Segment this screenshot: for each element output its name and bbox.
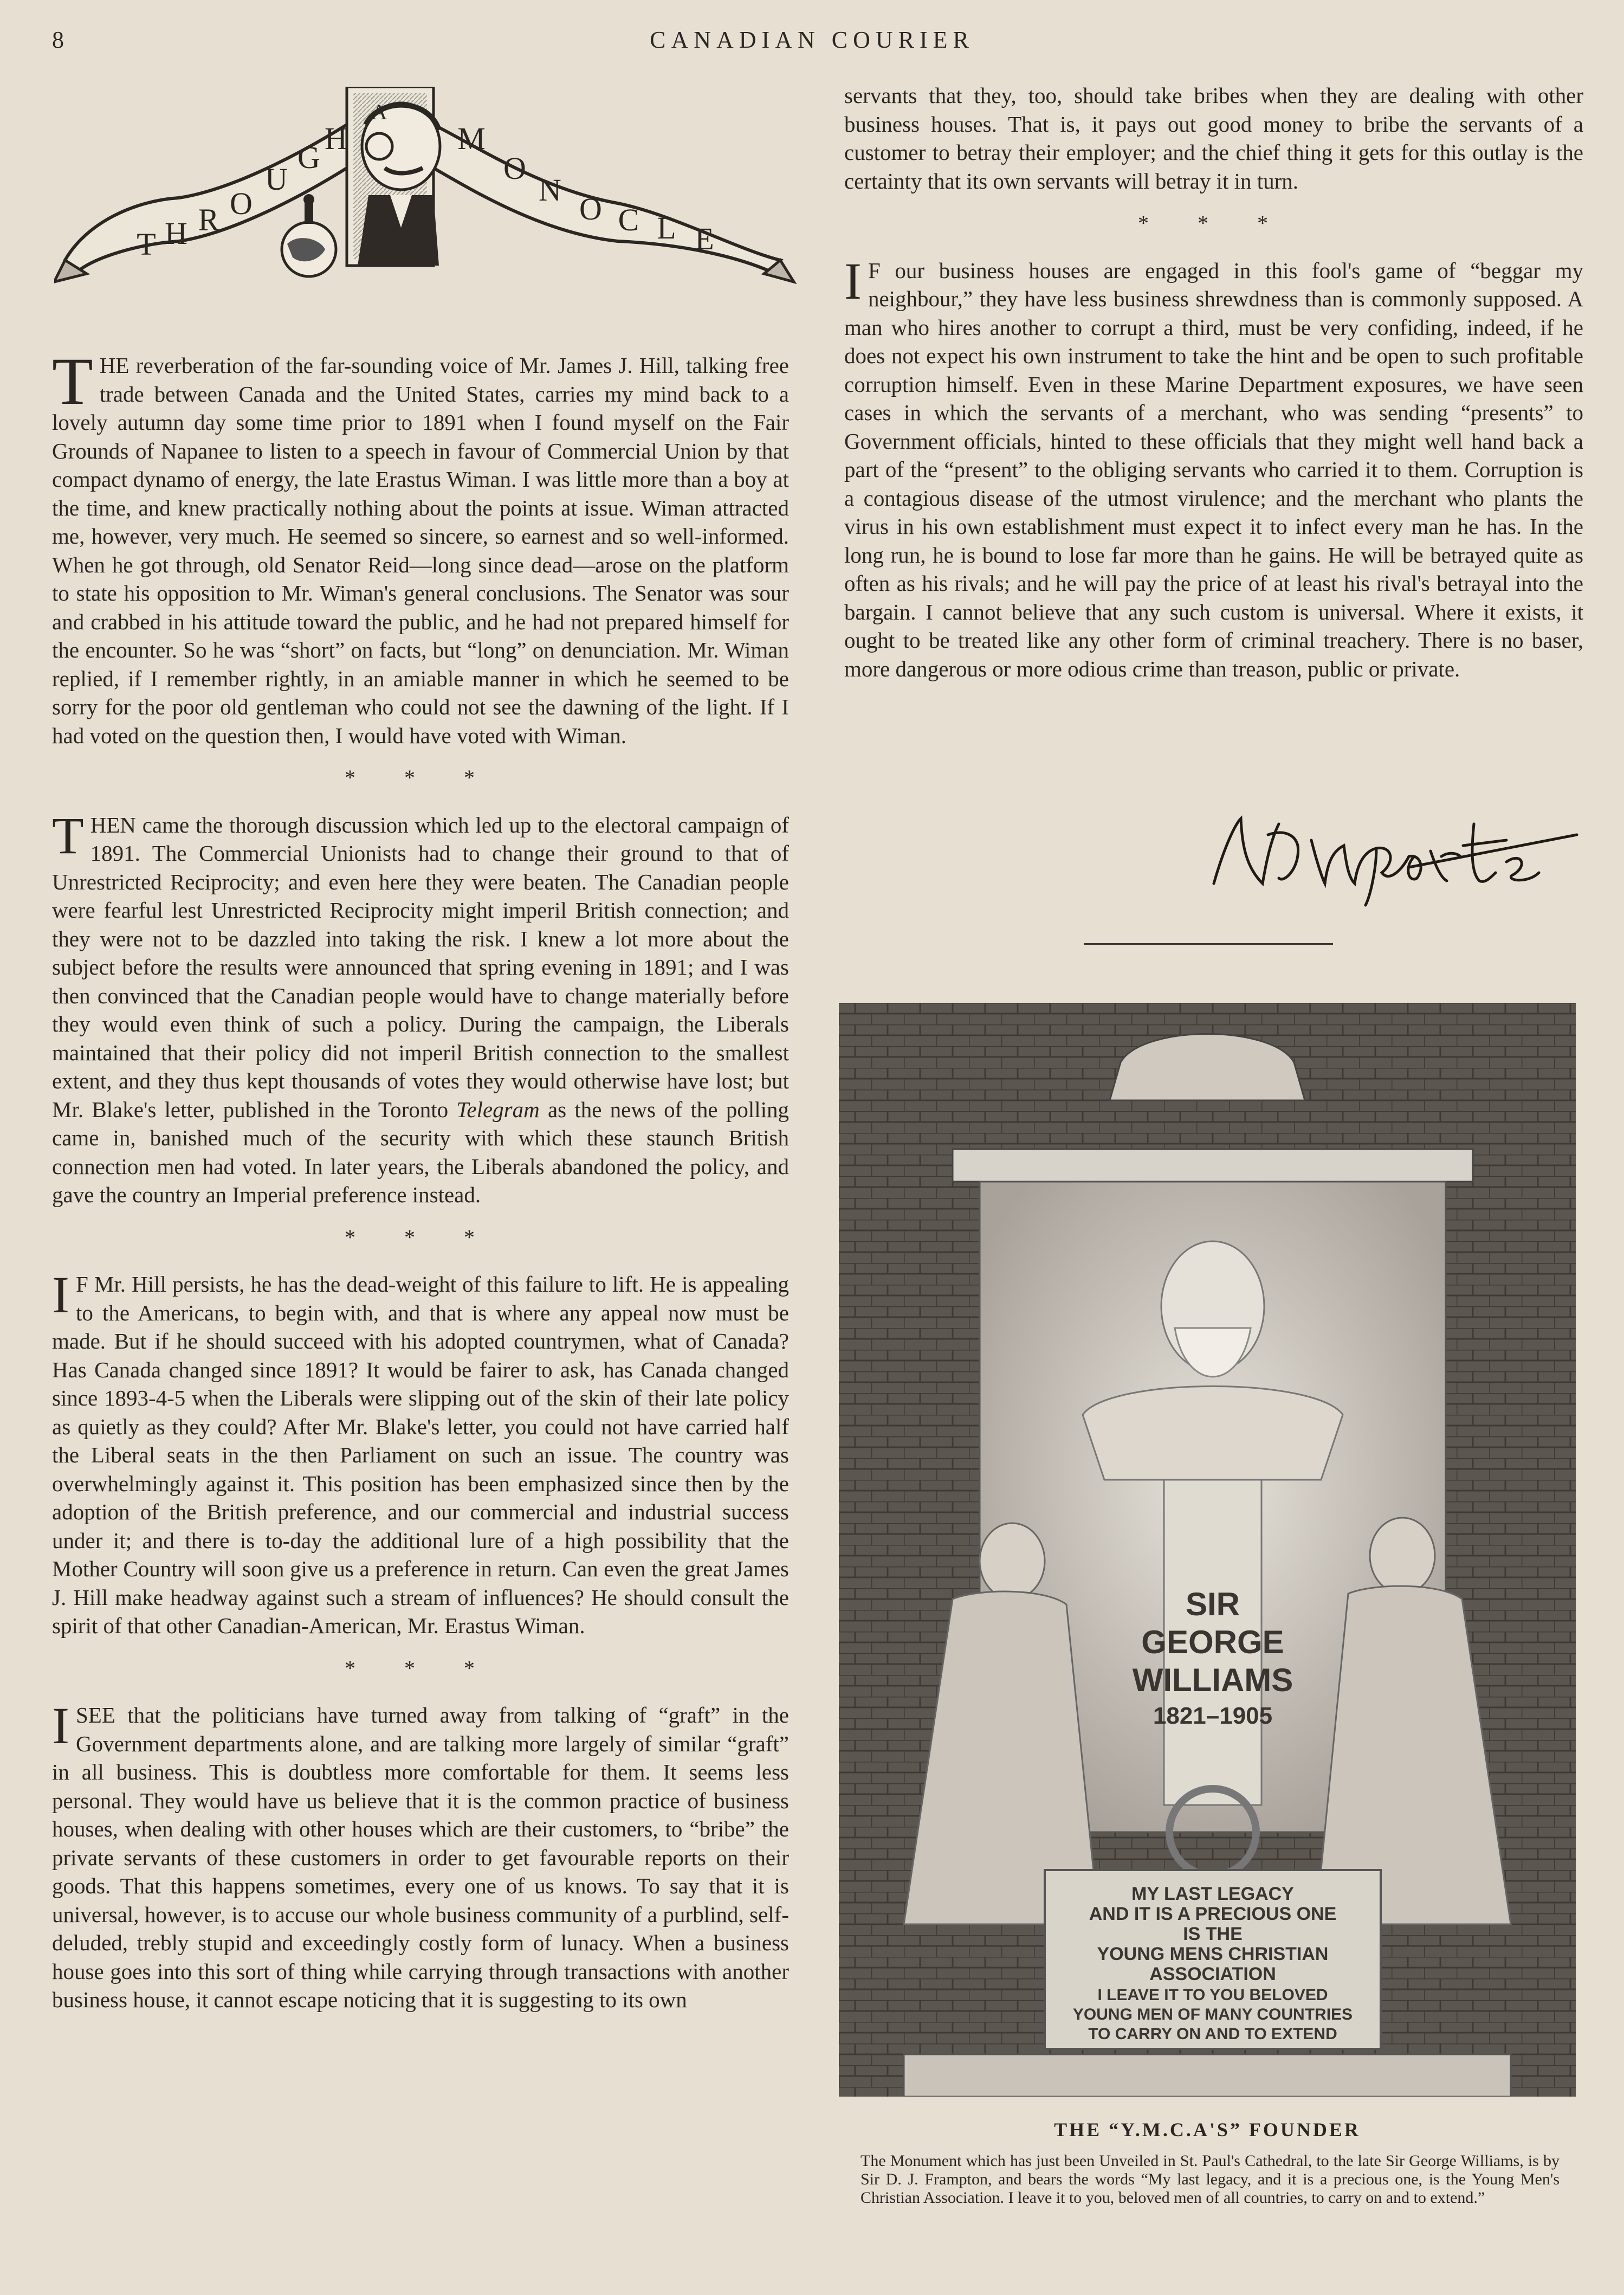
banner-letter: C [618,202,639,237]
inscription-text: YOUNG MENS CHRISTIAN [1097,1944,1329,1964]
inscription-text: ASSOCIATION [1149,1964,1276,1984]
inscription-text: GEORGE [1141,1624,1284,1660]
paragraph-text: as the news of the polling came in, banished much of the security with which these staunch British connection men had voted. In later years, the Liberals abandoned the policy, and gave the country an Imperial preference instead. [52,1097,789,1207]
banner-letter: U [265,162,288,197]
inscription-text: MY LAST LEGACY [1131,1884,1294,1904]
photo-caption-title: THE “Y.M.C.A'S” FOUNDER [1054,2119,1361,2141]
banner-letter: N [539,172,561,208]
paragraph-text: HE reverberation of the far-sounding voice of Mr. James J. Hill, talking free trade between Canada and the United States, carries my mind back to a lovely autumn day some time prior to 1891 when I found myself on the Fair Grounds of Napanee to listen to a speech in favour of Commercial Union by that compact dynamo of energy, the late Erastus Wiman. I was little more than a boy at the time, and knew practically nothing about the points at issue. Wiman attracted me, however, very much. He seemed so sincere, so earnest and so well-informed. When he got through, old Senator Reid—long since dead—arose on the platform to state his opposition to Mr. Wiman's general conclusions. The Senator was sour and crabbed in his attitude toward the public, and he had not prepared himself for the encounter. So he was “short” on facts, but “long” on denunciation. Mr. Wiman replied, if I remember rightly, in an amiable manner in which he seemed to be sorry for the poor old gentleman who could not see the dawning of the light. If I had voted on the question then, I would have voted with Wiman. [52,353,789,748]
right-column [844,81,1583,683]
banner-letter: R [198,202,219,237]
paragraph-text: SEE that the politicians have turned away from talking of “graft” in the Government departments alone, and are talking more largely of similar “graft” in all business. This is doubtless more comfortable for them. It seems less personal. They would have us believe that it is the common practice of business houses, when dealing with other houses which are their customers, to “bribe” the private servants of these customers in order to get favourable reports on their goods. That this happens sometimes, every one of us knows. To say that it is universal, however, is to accuse our whole business community of a purblind, self-deluded, trebly stupid and exceedingly costly form of lunacy. When a business house goes into this sort of thing while carrying through transactions with another business house, it cannot escape noticing that it is suggesting to its own [52,1703,789,2012]
drop-cap: T [52,344,93,418]
drop-cap: T [52,806,84,865]
drop-cap: I [844,252,862,310]
banner-letter: H [165,216,187,251]
paragraph-text: F Mr. Hill persists, he has the dead-weight of this failure to lift. He is appealing to the Americans, to begin with, and that is where any appeal now must be made. But if he should succeed with his adopted countrymen, what of Canada? Has Canada changed since 1891? It would be fairer to ask, has Canada changed since 1893-4-5 when the Liberals were slipping out of the skin of their late policy as quietly as they could? After Mr. Blake's letter, you could not have carried half the Liberal seats in the then Parliament on such an issue. The country was overwhelmingly against it. This position has been emphasized since then by the adoption of the British preference, and our commercial and industrial success under it; and there is to-day the additional lure of a high possibility that the Mother Country will soon give us a preference in return. Can even the great James J. Hill make headway against such a stream of influences? He should consult the spirit of that other Canadian-American, Mr. Erastus Wiman. [52,1272,789,1638]
section-separator: * * * [345,1655,496,1680]
signature-rule [1084,943,1333,945]
banner-letter: L [657,210,676,246]
drop-cap: I [52,1266,69,1324]
section-separator: * * * [345,765,496,790]
paragraph-graft [52,1697,789,2014]
banner-letter: G [297,140,320,175]
inscription-text: SIR [1185,1586,1240,1622]
left-figure [980,1523,1045,1599]
page-number: 8 [52,27,64,53]
inscription-text: IS THE [1183,1924,1243,1944]
banner-letter: T [137,227,156,262]
signature [1203,802,1582,911]
drop-cap: I [52,1697,69,1755]
banner-letter: O [579,191,602,227]
inscription-text: AND IT IS A PRECIOUS ONE [1089,1904,1337,1924]
paragraph-continuation: servants that they, too, should take bribes when they are dealing with other business houses. That is, it pays out good money to bribe the servants of a customer to betray their employer; and the chief thing it gets for this outlay is the certainty that its own servants will betray it in turn. [844,83,1583,194]
right-figure [1370,1518,1435,1594]
paragraph-campaign-1891 [52,806,789,1209]
monument-photo [839,1003,1576,2097]
banner-letter: A [371,100,387,124]
paragraph-hill-persists [52,1266,789,1640]
paragraph-beggar-neighbour [844,252,1583,684]
left-column [52,344,789,2014]
photo-caption-text: The Monument which has just been Unveiled in St. Paul's Cathedral, to the late Sir George Williams, is by Sir D. J. Frampton, and bears the words “My last legacy, and it is a precious one, is the Young Men's Christian Association. I leave it to you, beloved men of all countries, to carry on and to extend.” [860,2152,1560,2207]
inscription-text: I LEAVE IT TO YOU BELOVED [1097,1986,1328,2004]
inscription-text: TO CARRY ON AND TO EXTEND [1088,2025,1337,2043]
inscription-text: YOUNG MEN OF MANY COUNTRIES [1072,2006,1353,2023]
through-a-monocle-banner [54,87,797,320]
paragraph-text: F our business houses are engaged in this fool's game of “beggar my neighbour,” they have less business shrewdness than is commonly supposed. A man who hires another to corrupt a third, must be very confiding, indeed, if he does not expect his own instrument to take the hint and be open to such profitable corruption himself. Even in these Marine Department exposures, we have seen cases in which the servants of a merchant, who was sending “presents” to Government officials, hinted to these officials that they might well hand back a part of the “present” to the obliging servants who carried it to them. Corruption is a contagious disease of the utmost virulence; and the merchant who plants the virus in his own establishment must expect it to infect every man he has. In the long run, he is bound to lose far more than he gains. He will be betrayed quite as often as his rivals; and he will pay the price of at least his rival's betrayal into the bargain. I cannot believe that any such custom is universal. Where it exists, it ought to be treated like any other form of criminal treachery. There is no baser, more dangerous or more odious crime than treason, public or private. [844,257,1583,681]
banner-letter: O [503,151,526,186]
section-separator: * * * [345,1224,496,1249]
inscription-dates: 1821–1905 [1153,1703,1273,1729]
banner-letter: O [230,186,253,221]
banner-letter: H [325,121,347,156]
banner-letter: M [457,121,486,156]
running-title: CANADIAN COURIER [650,27,974,53]
banner-letter: E [695,221,714,256]
newspaper-title: Telegram [456,1097,540,1122]
paragraph-hill-wiman [52,344,789,750]
paragraph-text: HEN came the thorough discussion which led up to the electoral campaign of 1891. The Commercial Unionists had to change their ground to that of Unrestricted Reciprocity; and even here they were beaten. The Canadian people were fearful lest Unrestricted Reciprocity might imperil British connection; and they were not to be dazzled into taking the risk. I knew a lot more about the subject before the results were announced that spring evening in 1891; and I was then convinced that the Canadian people would have to change materially before they would even think of such a policy. During the campaign, the Liberals maintained that their policy did not imperil British connection to the smallest extent, and they thus kept thousands of votes they would otherwise have lost; but Mr. Blake's letter, published in the Toronto [52,812,789,1122]
section-separator: * * * [1138,211,1290,235]
inscription-text: WILLIAMS [1132,1662,1293,1698]
